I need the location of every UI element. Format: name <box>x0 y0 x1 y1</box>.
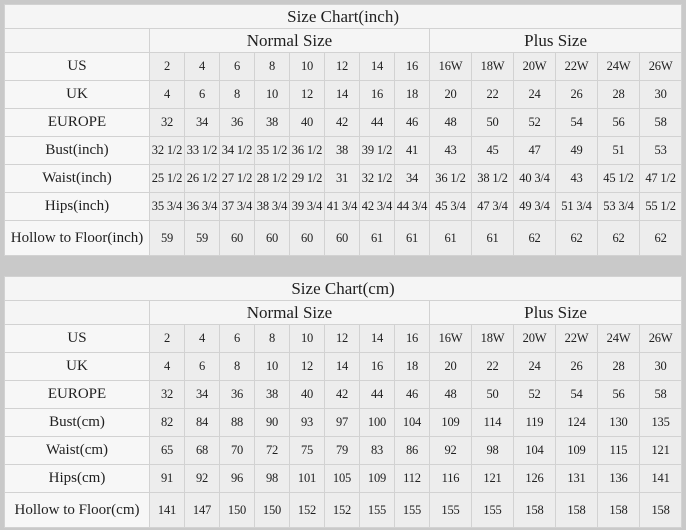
size-cell: 155 <box>395 493 430 528</box>
size-cell: 121 <box>472 465 514 493</box>
size-cell: 46 <box>395 109 430 137</box>
row-label: Hips(inch) <box>5 193 150 221</box>
size-cell: 60 <box>325 221 360 256</box>
size-cell: 104 <box>395 409 430 437</box>
size-cell: 36 3/4 <box>185 193 220 221</box>
table-row <box>5 193 682 221</box>
size-cell: 72 <box>255 437 290 465</box>
size-cell: 44 3/4 <box>395 193 430 221</box>
size-cell: 40 <box>290 381 325 409</box>
row-label: Bust(cm) <box>5 409 150 437</box>
size-cell: 2 <box>150 325 185 353</box>
size-cell: 124 <box>556 409 598 437</box>
size-cell: 105 <box>325 465 360 493</box>
size-cell: 86 <box>395 437 430 465</box>
size-cell: 49 <box>556 137 598 165</box>
size-cell: 109 <box>556 437 598 465</box>
size-cell: 141 <box>150 493 185 528</box>
row-label: Waist(cm) <box>5 437 150 465</box>
size-cell: 14 <box>360 53 395 81</box>
size-cell: 130 <box>598 409 640 437</box>
size-cell: 34 <box>185 109 220 137</box>
size-cell: 24 <box>514 353 556 381</box>
size-cell: 54 <box>556 381 598 409</box>
table-row <box>5 409 682 437</box>
size-cell: 109 <box>430 409 472 437</box>
size-cell: 18 <box>395 81 430 109</box>
size-cell: 150 <box>255 493 290 528</box>
normal-size-header: Normal Size <box>150 301 430 325</box>
table-row <box>5 353 682 381</box>
table-row <box>5 137 682 165</box>
size-cell: 12 <box>290 81 325 109</box>
size-cell: 58 <box>640 109 682 137</box>
size-cell: 93 <box>290 409 325 437</box>
size-cell: 18W <box>472 325 514 353</box>
size-cell: 20W <box>514 325 556 353</box>
size-chart-cm-table <box>4 276 682 528</box>
size-cell: 60 <box>220 221 255 256</box>
size-cell: 16W <box>430 53 472 81</box>
size-cell: 16 <box>395 53 430 81</box>
size-cell: 35 3/4 <box>150 193 185 221</box>
size-cell: 6 <box>220 53 255 81</box>
size-cell: 47 3/4 <box>472 193 514 221</box>
size-cell: 58 <box>640 381 682 409</box>
corner-cell <box>5 29 150 53</box>
size-cell: 62 <box>556 221 598 256</box>
table-row <box>5 165 682 193</box>
size-cell: 30 <box>640 353 682 381</box>
size-cell: 16 <box>395 325 430 353</box>
size-cell: 45 <box>472 137 514 165</box>
size-cell: 18 <box>395 353 430 381</box>
size-cell: 61 <box>395 221 430 256</box>
size-cell: 10 <box>255 81 290 109</box>
plus-size-header: Plus Size <box>430 301 682 325</box>
size-cell: 28 1/2 <box>255 165 290 193</box>
size-cell: 98 <box>255 465 290 493</box>
size-cell: 48 <box>430 109 472 137</box>
size-cell: 32 <box>150 109 185 137</box>
table-title: Size Chart(cm) <box>5 277 682 301</box>
size-cell: 47 <box>514 137 556 165</box>
size-cell: 45 3/4 <box>430 193 472 221</box>
size-cell: 4 <box>150 353 185 381</box>
row-label: EUROPE <box>5 381 150 409</box>
size-cell: 150 <box>220 493 255 528</box>
size-cell: 84 <box>185 409 220 437</box>
size-cell: 14 <box>360 325 395 353</box>
size-cell: 26 <box>556 353 598 381</box>
size-cell: 36 <box>220 109 255 137</box>
size-cell: 43 <box>430 137 472 165</box>
size-cell: 31 <box>325 165 360 193</box>
size-cell: 53 <box>640 137 682 165</box>
size-cell: 38 <box>255 381 290 409</box>
size-cell: 42 <box>325 381 360 409</box>
row-label: EUROPE <box>5 109 150 137</box>
size-cell: 45 1/2 <box>598 165 640 193</box>
size-cell: 48 <box>430 381 472 409</box>
size-cell: 158 <box>556 493 598 528</box>
size-cell: 26W <box>640 325 682 353</box>
size-cell: 32 1/2 <box>150 137 185 165</box>
size-cell: 41 3/4 <box>325 193 360 221</box>
size-cell: 152 <box>290 493 325 528</box>
size-cell: 22W <box>556 325 598 353</box>
size-cell: 121 <box>640 437 682 465</box>
size-cell: 70 <box>220 437 255 465</box>
size-cell: 68 <box>185 437 220 465</box>
table-row <box>5 221 682 256</box>
size-cell: 49 3/4 <box>514 193 556 221</box>
table-row <box>5 81 682 109</box>
size-cell: 101 <box>290 465 325 493</box>
size-cell: 18W <box>472 53 514 81</box>
row-label: Hollow to Floor(inch) <box>5 221 150 256</box>
size-cell: 16W <box>430 325 472 353</box>
size-cell: 55 1/2 <box>640 193 682 221</box>
size-cell: 114 <box>472 409 514 437</box>
size-cell: 12 <box>325 53 360 81</box>
size-cell: 36 1/2 <box>290 137 325 165</box>
size-cell: 92 <box>185 465 220 493</box>
size-cell: 54 <box>556 109 598 137</box>
table-row <box>5 53 682 81</box>
size-cell: 50 <box>472 109 514 137</box>
size-cell: 28 <box>598 353 640 381</box>
size-cell: 98 <box>472 437 514 465</box>
size-cell: 44 <box>360 109 395 137</box>
size-cell: 27 1/2 <box>220 165 255 193</box>
size-cell: 22 <box>472 81 514 109</box>
size-cell: 59 <box>185 221 220 256</box>
size-cell: 116 <box>430 465 472 493</box>
size-cell: 36 1/2 <box>430 165 472 193</box>
size-cell: 61 <box>360 221 395 256</box>
row-label: UK <box>5 353 150 381</box>
size-cell: 79 <box>325 437 360 465</box>
size-cell: 131 <box>556 465 598 493</box>
table-row <box>5 109 682 137</box>
size-cell: 2 <box>150 53 185 81</box>
size-cell: 14 <box>325 353 360 381</box>
size-cell: 41 <box>395 137 430 165</box>
size-cell: 26 1/2 <box>185 165 220 193</box>
size-cell: 22W <box>556 53 598 81</box>
size-cell: 90 <box>255 409 290 437</box>
size-cell: 43 <box>556 165 598 193</box>
size-cell: 75 <box>290 437 325 465</box>
size-cell: 62 <box>514 221 556 256</box>
size-cell: 24W <box>598 325 640 353</box>
size-cell: 4 <box>185 53 220 81</box>
table-row <box>5 437 682 465</box>
size-cell: 60 <box>290 221 325 256</box>
size-cell: 38 <box>255 109 290 137</box>
size-cell: 42 <box>325 109 360 137</box>
size-cell: 38 1/2 <box>472 165 514 193</box>
size-cell: 38 3/4 <box>255 193 290 221</box>
size-cell: 83 <box>360 437 395 465</box>
size-cell: 38 <box>325 137 360 165</box>
table-row <box>5 5 682 29</box>
size-cell: 56 <box>598 381 640 409</box>
size-cell: 52 <box>514 109 556 137</box>
size-cell: 26W <box>640 53 682 81</box>
plus-size-header: Plus Size <box>430 29 682 53</box>
size-cell: 46 <box>395 381 430 409</box>
size-cell: 16 <box>360 81 395 109</box>
size-cell: 59 <box>150 221 185 256</box>
size-cell: 61 <box>430 221 472 256</box>
size-cell: 50 <box>472 381 514 409</box>
size-cell: 56 <box>598 109 640 137</box>
size-cell: 42 3/4 <box>360 193 395 221</box>
row-label: Bust(inch) <box>5 137 150 165</box>
size-cell: 20 <box>430 353 472 381</box>
size-cell: 39 1/2 <box>360 137 395 165</box>
table-row <box>5 29 682 53</box>
size-cell: 4 <box>150 81 185 109</box>
size-cell: 158 <box>598 493 640 528</box>
table-row <box>5 325 682 353</box>
size-cell: 14 <box>325 81 360 109</box>
size-cell: 47 1/2 <box>640 165 682 193</box>
table-row <box>5 381 682 409</box>
size-cell: 28 <box>598 81 640 109</box>
size-cell: 112 <box>395 465 430 493</box>
size-cell: 32 1/2 <box>360 165 395 193</box>
size-cell: 20W <box>514 53 556 81</box>
size-cell: 82 <box>150 409 185 437</box>
size-cell: 30 <box>640 81 682 109</box>
size-cell: 115 <box>598 437 640 465</box>
size-cell: 33 1/2 <box>185 137 220 165</box>
size-cell: 152 <box>325 493 360 528</box>
size-cell: 10 <box>290 325 325 353</box>
size-cell: 35 1/2 <box>255 137 290 165</box>
size-cell: 104 <box>514 437 556 465</box>
size-cell: 39 3/4 <box>290 193 325 221</box>
size-cell: 61 <box>472 221 514 256</box>
size-cell: 26 <box>556 81 598 109</box>
size-cell: 60 <box>255 221 290 256</box>
size-cell: 88 <box>220 409 255 437</box>
size-cell: 8 <box>255 325 290 353</box>
size-cell: 91 <box>150 465 185 493</box>
table-row <box>5 301 682 325</box>
size-cell: 62 <box>640 221 682 256</box>
size-cell: 4 <box>185 325 220 353</box>
row-label: US <box>5 53 150 81</box>
size-cell: 158 <box>514 493 556 528</box>
size-cell: 8 <box>220 353 255 381</box>
size-cell: 51 3/4 <box>556 193 598 221</box>
size-cell: 20 <box>430 81 472 109</box>
normal-size-header: Normal Size <box>150 29 430 53</box>
size-cell: 37 3/4 <box>220 193 255 221</box>
size-cell: 34 <box>395 165 430 193</box>
size-cell: 36 <box>220 381 255 409</box>
size-chart-inch-table <box>4 4 682 256</box>
size-cell: 12 <box>325 325 360 353</box>
size-cell: 92 <box>430 437 472 465</box>
size-cell: 34 <box>185 381 220 409</box>
size-cell: 155 <box>430 493 472 528</box>
row-label: UK <box>5 81 150 109</box>
size-cell: 109 <box>360 465 395 493</box>
size-cell: 8 <box>220 81 255 109</box>
size-cell: 62 <box>598 221 640 256</box>
size-cell: 135 <box>640 409 682 437</box>
size-cell: 136 <box>598 465 640 493</box>
size-cell: 32 <box>150 381 185 409</box>
size-cell: 24 <box>514 81 556 109</box>
size-cell: 8 <box>255 53 290 81</box>
size-cell: 53 3/4 <box>598 193 640 221</box>
size-cell: 22 <box>472 353 514 381</box>
size-cell: 12 <box>290 353 325 381</box>
size-cell: 16 <box>360 353 395 381</box>
size-cell: 6 <box>185 353 220 381</box>
size-cell: 6 <box>220 325 255 353</box>
table-row <box>5 493 682 528</box>
size-cell: 51 <box>598 137 640 165</box>
size-cell: 141 <box>640 465 682 493</box>
size-cell: 126 <box>514 465 556 493</box>
size-cell: 96 <box>220 465 255 493</box>
table-row <box>5 465 682 493</box>
table-row <box>5 277 682 301</box>
size-cell: 158 <box>640 493 682 528</box>
size-cell: 119 <box>514 409 556 437</box>
size-cell: 10 <box>255 353 290 381</box>
row-label: US <box>5 325 150 353</box>
size-cell: 44 <box>360 381 395 409</box>
size-cell: 25 1/2 <box>150 165 185 193</box>
row-label: Waist(inch) <box>5 165 150 193</box>
size-cell: 147 <box>185 493 220 528</box>
size-cell: 100 <box>360 409 395 437</box>
size-cell: 97 <box>325 409 360 437</box>
size-cell: 29 1/2 <box>290 165 325 193</box>
size-cell: 52 <box>514 381 556 409</box>
size-cell: 6 <box>185 81 220 109</box>
size-cell: 155 <box>360 493 395 528</box>
row-label: Hips(cm) <box>5 465 150 493</box>
row-label: Hollow to Floor(cm) <box>5 493 150 528</box>
size-cell: 40 <box>290 109 325 137</box>
corner-cell <box>5 301 150 325</box>
size-cell: 10 <box>290 53 325 81</box>
size-cell: 40 3/4 <box>514 165 556 193</box>
table-title: Size Chart(inch) <box>5 5 682 29</box>
size-cell: 24W <box>598 53 640 81</box>
size-cell: 34 1/2 <box>220 137 255 165</box>
size-cell: 65 <box>150 437 185 465</box>
size-cell: 155 <box>472 493 514 528</box>
